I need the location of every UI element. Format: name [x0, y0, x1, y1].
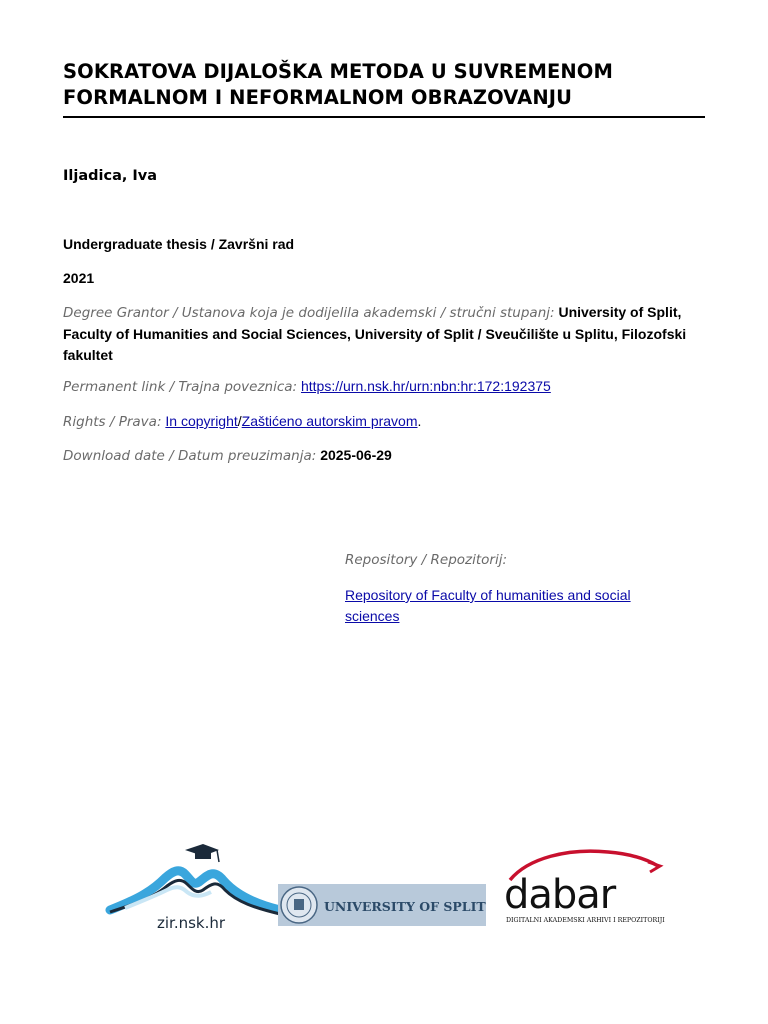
year: 2021	[63, 270, 95, 286]
degree-grantor	[63, 302, 713, 366]
repository-label: Repository / Repozitorij:	[345, 552, 508, 568]
dabar-logo-subtitle: DIGITALNI AKADEMSKI ARHIVI I REPOZITORIJI	[506, 917, 665, 924]
zir-logo-text: zir.nsk.hr	[157, 914, 226, 932]
university-of-split-logo[interactable]	[278, 884, 486, 926]
document-title: SOKRATOVA DIJALOŠKA METODA U SUVREMENOM FORMALNOM I NEFORMALNOM OBRAZOVANJU	[63, 60, 613, 109]
author: Iljadica, Iva	[63, 168, 158, 184]
repository-link[interactable]: Repository of Faculty of humanities and social sciences	[345, 587, 631, 624]
document-type: Undergraduate thesis / Završni rad	[63, 236, 295, 252]
dabar-logo[interactable]	[498, 844, 666, 928]
permanent-link	[63, 376, 713, 398]
permanent-link-label: Permanent link / Trajna poveznica:	[63, 379, 298, 395]
degree-grantor-value: University of Split, Faculty of Humanities and Social Sciences, University of Split / Sveučilište u Splitu, Filozofski fakultet	[63, 304, 687, 363]
rights-period: .	[417, 413, 422, 429]
university-of-split-text: UNIVERSITY OF SPLIT	[324, 899, 486, 914]
title-divider	[63, 116, 705, 118]
permanent-link-url[interactable]: https://urn.nsk.hr/urn:nbn:hr:172:192375	[300, 378, 551, 394]
download-date	[63, 445, 713, 467]
rights-separator: /	[237, 413, 242, 429]
dabar-logo-text: dabar	[504, 872, 616, 918]
rights-label: Rights / Prava:	[63, 414, 162, 430]
zir-logo[interactable]	[105, 838, 285, 934]
rights-in-copyright-link[interactable]: In copyright	[165, 413, 238, 429]
rights-zasticeno-link[interactable]: Zaštićeno autorskim pravom	[241, 413, 418, 429]
download-date-value: 2025-06-29	[320, 447, 392, 463]
download-date-label: Download date / Datum preuzimanja:	[63, 448, 317, 464]
degree-grantor-label: Degree Grantor / Ustanova koja je dodijelila akademski / stručni stupanj:	[63, 305, 555, 321]
rights	[63, 411, 713, 433]
